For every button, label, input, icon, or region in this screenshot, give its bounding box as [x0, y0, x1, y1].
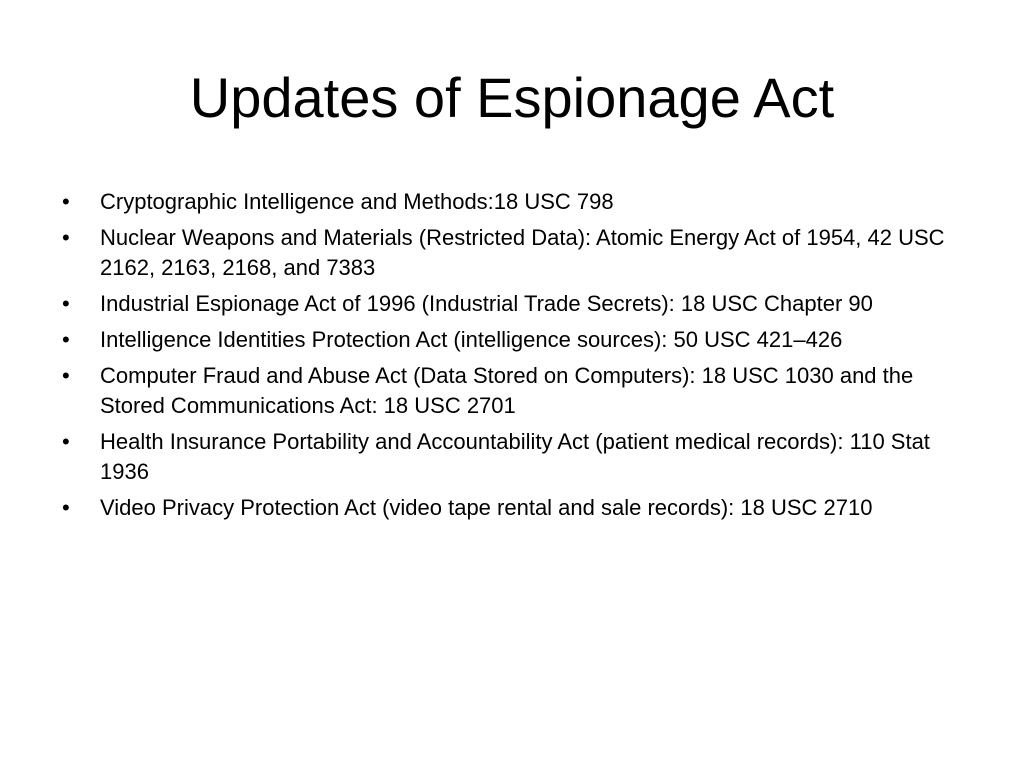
bullet-item [62, 223, 972, 283]
bullet-text: Industrial Espionage Act of 1996 (Industrial Trade Secrets): 18 USC Chapter 90 [100, 291, 873, 316]
bullet-item [62, 427, 972, 487]
bullet-text: Cryptographic Intelligence and Methods:18 USC 798 [100, 189, 614, 214]
slide-title: Updates of Espionage Act [189, 66, 835, 129]
bullet-dot-icon: • [62, 429, 70, 454]
bullet-dot-icon: • [62, 363, 70, 388]
bullet-dot-icon: • [62, 225, 70, 250]
bullet-item [62, 325, 972, 355]
bullet-dot-icon: • [62, 495, 70, 520]
bullet-text: Video Privacy Protection Act (video tape rental and sale records): 18 USC 2710 [100, 495, 873, 520]
bullet-item [62, 289, 972, 319]
bullet-text: Nuclear Weapons and Materials (Restricted Data): Atomic Energy Act of 1954, 42 USC 2162, 2163, 2168, and 7383 [100, 225, 945, 280]
bullet-text: Health Insurance Portability and Accountability Act (patient medical records): 110 Stat 1936 [100, 429, 930, 484]
bullet-dot-icon: • [62, 189, 70, 214]
bullet-dot-icon: • [62, 327, 70, 352]
bullet-item [62, 493, 972, 523]
bullet-list [62, 187, 972, 529]
bullet-text: Intelligence Identities Protection Act (intelligence sources): 50 USC 421–426 [100, 327, 843, 352]
bullet-item [62, 361, 972, 421]
bullet-dot-icon: • [62, 291, 70, 316]
bullet-text: Computer Fraud and Abuse Act (Data Stored on Computers): 18 USC 1030 and the Stored Communications Act: 18 USC 2701 [100, 363, 914, 418]
bullet-item [62, 187, 972, 217]
